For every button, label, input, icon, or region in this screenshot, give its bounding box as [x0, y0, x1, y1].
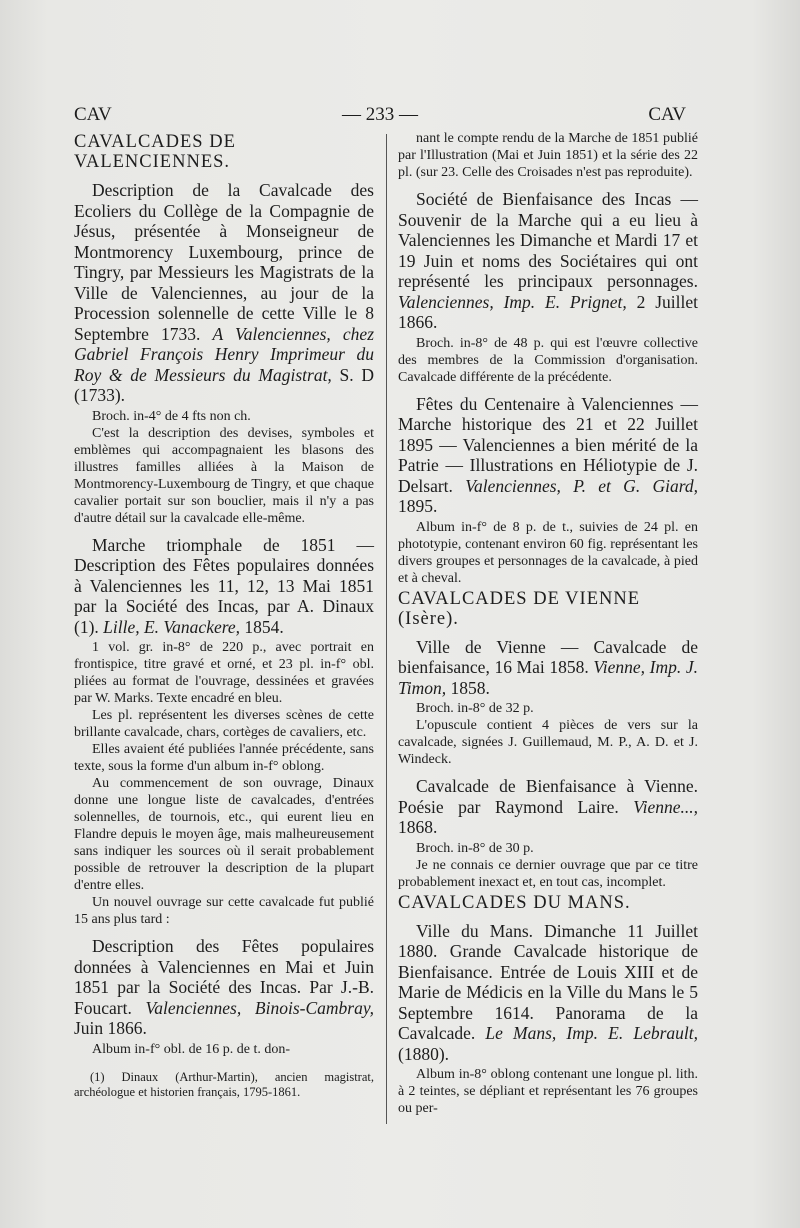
- right-note-14: [398, 1066, 698, 1117]
- date: 1868.: [398, 817, 438, 837]
- date: Juin 1866.: [74, 1018, 147, 1038]
- publisher: Valenciennes, Binois-Cambray,: [145, 997, 375, 1018]
- publisher: Valenciennes, Imp. E. Prignet,: [398, 291, 627, 312]
- date: 1895.: [398, 496, 438, 516]
- date: (1880).: [398, 1043, 450, 1064]
- text-columns: [74, 130, 698, 1117]
- header-right: CAV: [648, 104, 686, 125]
- left-note-2: [74, 408, 374, 425]
- left-entry-10: [74, 936, 374, 1039]
- left-section-0: [74, 132, 374, 172]
- right-note-11: [398, 857, 698, 891]
- text: CAVALCADES DU MANS.: [398, 892, 631, 913]
- running-header: [74, 104, 686, 126]
- publisher: Vienne...,: [633, 796, 698, 817]
- text: Album in-f° de 8 p. de t., suivies de 24 pl. en phototypie, contenant environ 60 fig. représentant les divers groupes et personnages de la cavalcade, à pied et à cheval.: [398, 519, 698, 586]
- right-section-12: [398, 893, 698, 913]
- text: Description des Fêtes populaires données à Valenciennes en Mai et Juin 1851 par la Société des Incas. Par J.-B. Foucart.: [74, 936, 374, 1018]
- left-note-11: [74, 1041, 374, 1058]
- text: Marche triomphale de 1851 — Description des Fêtes populaires données à Valenciennes les 11, 12, 13 Mai 1851 par la Société des Incas, par A. Dinaux (1).: [74, 534, 374, 637]
- text: Ville du Mans. Dimanche 11 Juillet 1880. Grande Cavalcade historique de Bienfaisance. Entrée de Louis XIII et de Marie de Médicis en la Ville du Mans le 5 Septembre 1614. Panorama de la Cavalcade.: [398, 920, 698, 1043]
- right-column: [398, 130, 698, 1117]
- text: Fêtes du Centenaire à Valenciennes — Marche historique des 21 et 22 Juillet 1895 — Valenciennes a bien mérité de la Patrie — Illustrations en Héliotypie de J. Delsart.: [398, 393, 698, 496]
- page-number: — 233 —: [342, 104, 418, 125]
- publisher: Lille, E. Vanackere,: [103, 616, 241, 637]
- text: C'est la description des devises, symboles et emblèmes qui accompagnaient les blasons des illustres familles alliées à la Maison de Montmorency-Luxembourg de Tingry, et que chaque cavalier portait sur son bouclier, mais il n'y a pas d'autre détail sur la cavalcade elle-même.: [74, 425, 374, 526]
- left-foot-12: [74, 1070, 374, 1100]
- right-note-10: [398, 840, 698, 857]
- publisher: Vienne, Imp. J. Timon,: [398, 657, 699, 698]
- date: S. D (1733).: [74, 364, 374, 405]
- text: Broch. in-4° de 4 fts non ch.: [92, 408, 251, 424]
- publisher: A Valenciennes, chez Gabriel François Henry Imprimeur du Roy & de Messieurs du Magistrat,: [74, 323, 375, 385]
- left-note-8: [74, 775, 374, 894]
- left-entry-4: [74, 535, 374, 638]
- text: Ville de Vienne — Cavalcade de bienfaisance, 16 Mai 1858.: [398, 636, 698, 677]
- date: 2 Juillet 1866.: [398, 291, 698, 332]
- publisher: Le Mans, Imp. E. Lebrault,: [485, 1023, 699, 1043]
- left-note-6: [74, 707, 374, 741]
- right-entry-13: [398, 921, 698, 1065]
- left-column: [74, 130, 374, 1117]
- date: 1854.: [244, 616, 284, 637]
- left-note-3: [74, 425, 374, 527]
- left-note-9: [74, 894, 374, 928]
- text: Broch. in-8° de 32 p.: [416, 701, 534, 716]
- date: 1858.: [450, 677, 490, 698]
- left-note-7: [74, 741, 374, 775]
- text: Description de la Cavalcade des Ecoliers du Collège de la Compagnie de Jésus, présentée à Monseigneur de Montmorency Luxembourg, prince de Tingry, par Messieurs les Magistrats de la Ville de Valenciennes, au jour de la Procession solennelle de cette Ville le 8 Septembre 1733.: [74, 180, 374, 344]
- text: Un nouvel ouvrage sur cette cavalcade fut publié 15 ans plus tard :: [74, 895, 374, 927]
- text: Album in-f° obl. de 16 p. de t. don-: [92, 1041, 291, 1057]
- text: (1) Dinaux (Arthur-Martin), ancien magistrat, archéologue et historien français, 1795-1861.: [74, 1069, 374, 1099]
- right-entry-1: [398, 189, 698, 333]
- text: Société de Bienfaisance des Incas — Souvenir de la Marche qui a eu lieu à Valenciennes les Dimanche et Mardi 17 et 19 Juin et noms des Sociétaires qui ont représenté les principaux personnages.: [398, 189, 698, 291]
- right-entry-6: [398, 637, 698, 699]
- right-note-2: [398, 335, 698, 386]
- right-note-7: [398, 700, 698, 717]
- right-section-5: [398, 589, 698, 629]
- text: Cavalcade de Bienfaisance à Vienne. Poésie par Raymond Laire.: [398, 776, 698, 817]
- text: Broch. in-8° de 48 p. qui est l'œuvre collective des membres de la Commission d'organisation. Cavalcade différente de la précédente.: [398, 335, 698, 385]
- publisher: Valenciennes, P. et G. Giard,: [465, 475, 699, 496]
- right-note-4: [398, 519, 698, 587]
- header-left: CAV: [74, 104, 112, 125]
- text: Album in-8° oblong contenant une longue pl. lith. à 2 teintes, se dépliant et représentant les 76 groupes ou per-: [398, 1067, 698, 1116]
- text: nant le compte rendu de la Marche de 1851 publié par l'Illustration (Mai et Juin 1851) et la série des 22 pl. (sur 23. Celle des Croisades n'est pas reproduite).: [398, 131, 698, 180]
- right-entry-3: [398, 394, 698, 517]
- right-note-8: [398, 717, 698, 768]
- right-entry-9: [398, 776, 698, 838]
- text: Les pl. représentent les diverses scènes de cette brillante cavalcade, chars, cortèges de cavaliers, etc.: [74, 708, 374, 740]
- text: Je ne connais ce dernier ouvrage que par ce titre probablement inexact et, en tout cas, incomplet.: [398, 857, 698, 890]
- text: CAVALCADES DE VIENNE (Isère).: [398, 588, 641, 629]
- right-note-0: [398, 130, 698, 181]
- left-note-5: [74, 639, 374, 707]
- text: 1 vol. gr. in-8° de 220 p., avec portrait en frontispice, titre gravé et orné, et 23 pl. in-f° obl. pliées au format de l'ouvrage, dessinées et gravées par W. Marks. Texte encadré en bleu.: [74, 640, 374, 706]
- text: CAVALCADES DE VALENCIENNES.: [74, 132, 236, 172]
- text: Elles avaient été publiées l'année précédente, sans texte, sous la forme d'un album in-f° oblong.: [74, 742, 374, 774]
- text: L'opuscule contient 4 pièces de vers sur la cavalcade, signées J. Guillemaud, M. P., A. D. et J. Windeck.: [398, 718, 698, 767]
- left-entry-1: [74, 180, 374, 406]
- text: Broch. in-8° de 30 p.: [416, 840, 534, 856]
- text: Au commencement de son ouvrage, Dinaux donne une longue liste de cavalcades, d'entrées solennelles, de tournois, etc., qui eurent lieu en Flandre depuis le moyen âge, mais malheureusement sans indiquer les sources où il serait probablement possible de retrouver la description de la plupart d'entre elles.: [74, 776, 374, 893]
